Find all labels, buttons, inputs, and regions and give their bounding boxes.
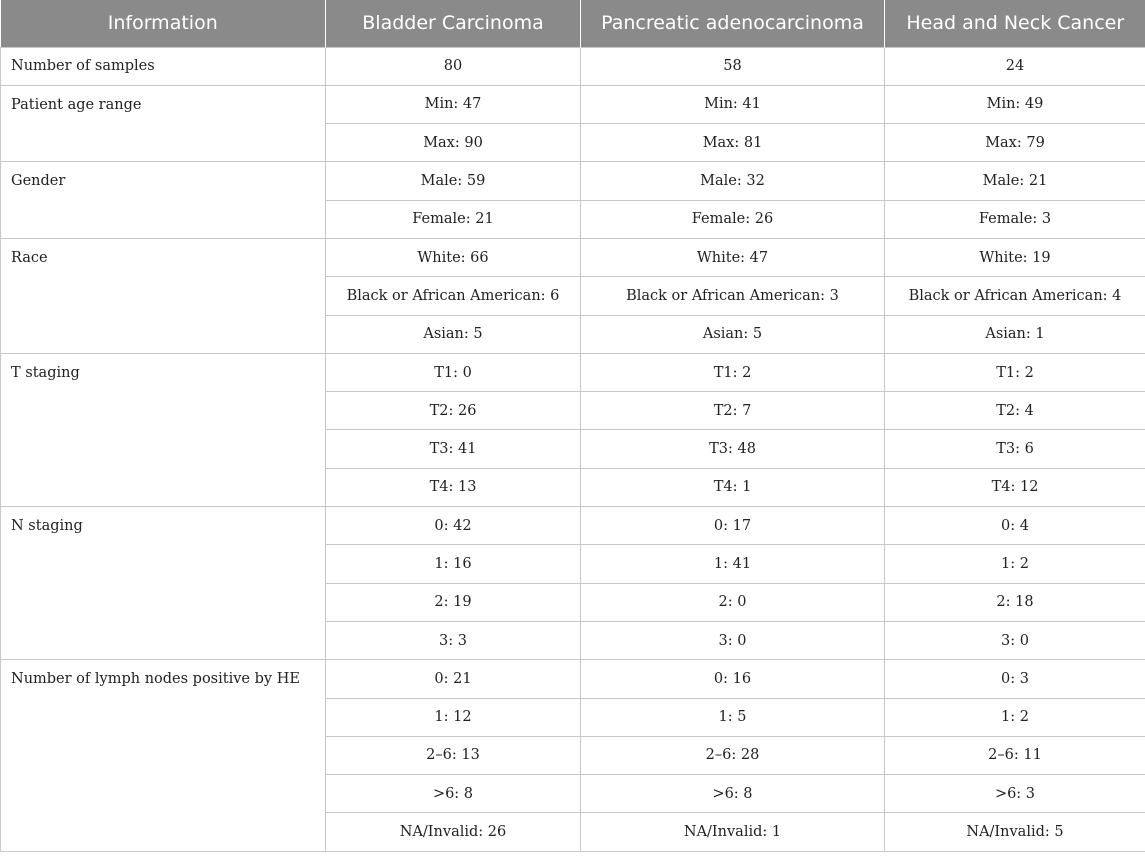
- cell-head-neck: Black or African American: 4: [885, 277, 1145, 315]
- cell-pancreatic: Min: 41: [581, 85, 885, 123]
- cell-pancreatic: Asian: 5: [581, 315, 885, 353]
- row-label-samples: Number of samples: [1, 47, 326, 85]
- cell-pancreatic: 1: 41: [581, 545, 885, 583]
- cell-head-neck: 1: 2: [885, 698, 1145, 736]
- cell-pancreatic: Max: 81: [581, 124, 885, 162]
- cell-bladder: White: 66: [326, 238, 581, 276]
- cell-bladder: 80: [326, 47, 581, 85]
- cell-pancreatic: >6: 8: [581, 775, 885, 813]
- row-label-race: Race: [1, 238, 326, 353]
- row-label-t-staging: T staging: [1, 353, 326, 506]
- cell-head-neck: Female: 3: [885, 200, 1145, 238]
- header-information: Information: [1, 0, 326, 47]
- cell-bladder: 1: 16: [326, 545, 581, 583]
- table-row: [1, 47, 1145, 85]
- cell-head-neck: 2–6: 11: [885, 736, 1145, 774]
- cell-pancreatic: T4: 1: [581, 468, 885, 506]
- cell-head-neck: 0: 3: [885, 660, 1145, 698]
- cell-head-neck: 0: 4: [885, 507, 1145, 545]
- header-pancreatic-adenocarcinoma: Pancreatic adenocarcinoma: [581, 0, 885, 47]
- table-header: [1, 0, 1145, 47]
- table-row: [1, 660, 1145, 698]
- cell-pancreatic: 2: 0: [581, 583, 885, 621]
- cell-head-neck: Male: 21: [885, 162, 1145, 200]
- table-row: [1, 238, 1145, 276]
- cell-head-neck: 1: 2: [885, 545, 1145, 583]
- cell-head-neck: NA/Invalid: 5: [885, 813, 1145, 851]
- row-label-lymph-nodes: Number of lymph nodes positive by HE: [1, 660, 326, 851]
- cell-bladder: T2: 26: [326, 392, 581, 430]
- table-row: [1, 353, 1145, 391]
- cell-bladder: 0: 21: [326, 660, 581, 698]
- cell-head-neck: White: 19: [885, 238, 1145, 276]
- table-row: [1, 162, 1145, 200]
- cell-pancreatic: NA/Invalid: 1: [581, 813, 885, 851]
- cell-head-neck: 3: 0: [885, 621, 1145, 659]
- cell-pancreatic: 0: 16: [581, 660, 885, 698]
- row-label-n-staging: N staging: [1, 507, 326, 660]
- row-label-age-range: Patient age range: [1, 85, 326, 162]
- header-bladder-carcinoma: Bladder Carcinoma: [326, 0, 581, 47]
- cell-bladder: Black or African American: 6: [326, 277, 581, 315]
- cell-bladder: Male: 59: [326, 162, 581, 200]
- cell-bladder: 2–6: 13: [326, 736, 581, 774]
- cell-head-neck: T3: 6: [885, 430, 1145, 468]
- cell-pancreatic: 58: [581, 47, 885, 85]
- cell-bladder: 0: 42: [326, 507, 581, 545]
- cell-pancreatic: 1: 5: [581, 698, 885, 736]
- cell-pancreatic: White: 47: [581, 238, 885, 276]
- cell-head-neck: >6: 3: [885, 775, 1145, 813]
- cell-pancreatic: 3: 0: [581, 621, 885, 659]
- table-body: [1, 47, 1145, 851]
- cell-bladder: 2: 19: [326, 583, 581, 621]
- cell-pancreatic: Female: 26: [581, 200, 885, 238]
- row-label-gender: Gender: [1, 162, 326, 239]
- cell-bladder: Female: 21: [326, 200, 581, 238]
- cell-head-neck: Min: 49: [885, 85, 1145, 123]
- cell-head-neck: T1: 2: [885, 353, 1145, 391]
- cell-bladder: T1: 0: [326, 353, 581, 391]
- table-row: [1, 85, 1145, 123]
- cell-bladder: Min: 47: [326, 85, 581, 123]
- cell-bladder: Max: 90: [326, 124, 581, 162]
- cell-head-neck: T2: 4: [885, 392, 1145, 430]
- cell-head-neck: 2: 18: [885, 583, 1145, 621]
- cell-bladder: 1: 12: [326, 698, 581, 736]
- cell-pancreatic: 2–6: 28: [581, 736, 885, 774]
- cell-head-neck: T4: 12: [885, 468, 1145, 506]
- cell-bladder: >6: 8: [326, 775, 581, 813]
- table-row: [1, 507, 1145, 545]
- cell-head-neck: Asian: 1: [885, 315, 1145, 353]
- cell-bladder: NA/Invalid: 26: [326, 813, 581, 851]
- cell-pancreatic: T1: 2: [581, 353, 885, 391]
- cell-bladder: T3: 41: [326, 430, 581, 468]
- cell-bladder: 3: 3: [326, 621, 581, 659]
- cell-head-neck: Max: 79: [885, 124, 1145, 162]
- cell-pancreatic: Black or African American: 3: [581, 277, 885, 315]
- header-row: [1, 0, 1145, 47]
- cell-bladder: T4: 13: [326, 468, 581, 506]
- cell-pancreatic: T3: 48: [581, 430, 885, 468]
- cell-head-neck: 24: [885, 47, 1145, 85]
- cell-pancreatic: Male: 32: [581, 162, 885, 200]
- cell-pancreatic: T2: 7: [581, 392, 885, 430]
- header-head-and-neck-cancer: Head and Neck Cancer: [885, 0, 1145, 47]
- cell-bladder: Asian: 5: [326, 315, 581, 353]
- cell-pancreatic: 0: 17: [581, 507, 885, 545]
